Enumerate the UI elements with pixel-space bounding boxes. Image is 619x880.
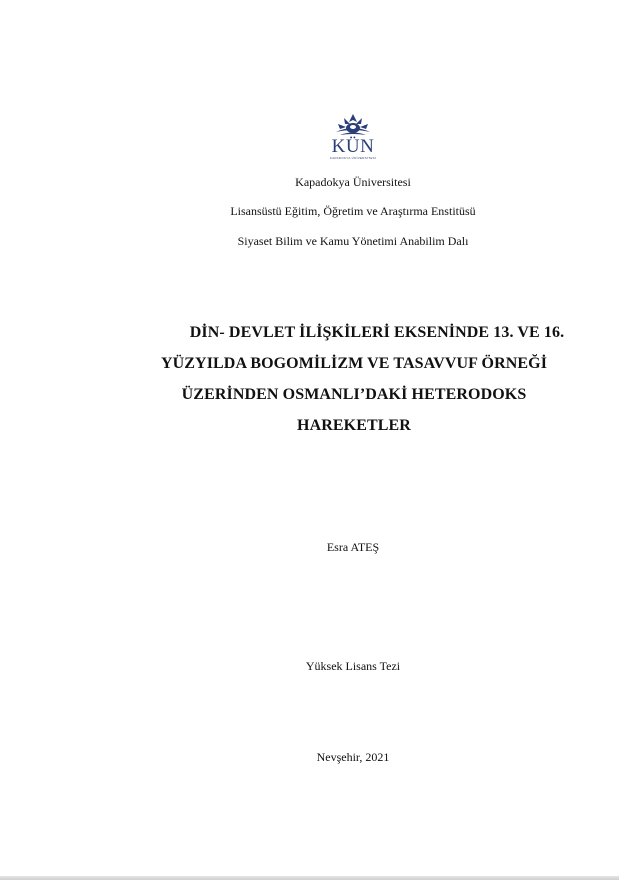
logo-wordmark: KÜN [331,136,375,157]
thesis-title-line: YÜZYILDA BOGOMİLİZM VE TASAVVUF ÖRNEĞİ [160,355,548,372]
author-name: Esra ATEŞ [326,540,380,554]
thesis-title-line: HAREKETLER [297,417,411,434]
thesis-title-line: DİN- DEVLET İLİŞKİLERİ EKSENİNDE 13. VE 16. [189,324,565,341]
institute-name: Lisansüstü Eğitim, Öğretim ve Araştırma Enstitüsü [230,204,476,218]
logo-subtitle: KAPADOKYA ÜNİVERSİTESİ [329,156,377,160]
degree-type: Yüksek Lisans Tezi [305,659,401,673]
thesis-title [90,317,618,441]
university-name: Kapadokya Üniversitesi [295,175,411,189]
thesis-title-line: ÜZERİNDEN OSMANLI’DAKİ HETERODOKS [181,386,527,403]
page-bottom-edge [0,876,619,880]
university-logo [324,112,382,162]
place-date: Nevşehir, 2021 [316,750,390,764]
department-name: Siyaset Bilim ve Kamu Yönetimi Anabilim Dalı [237,234,469,248]
